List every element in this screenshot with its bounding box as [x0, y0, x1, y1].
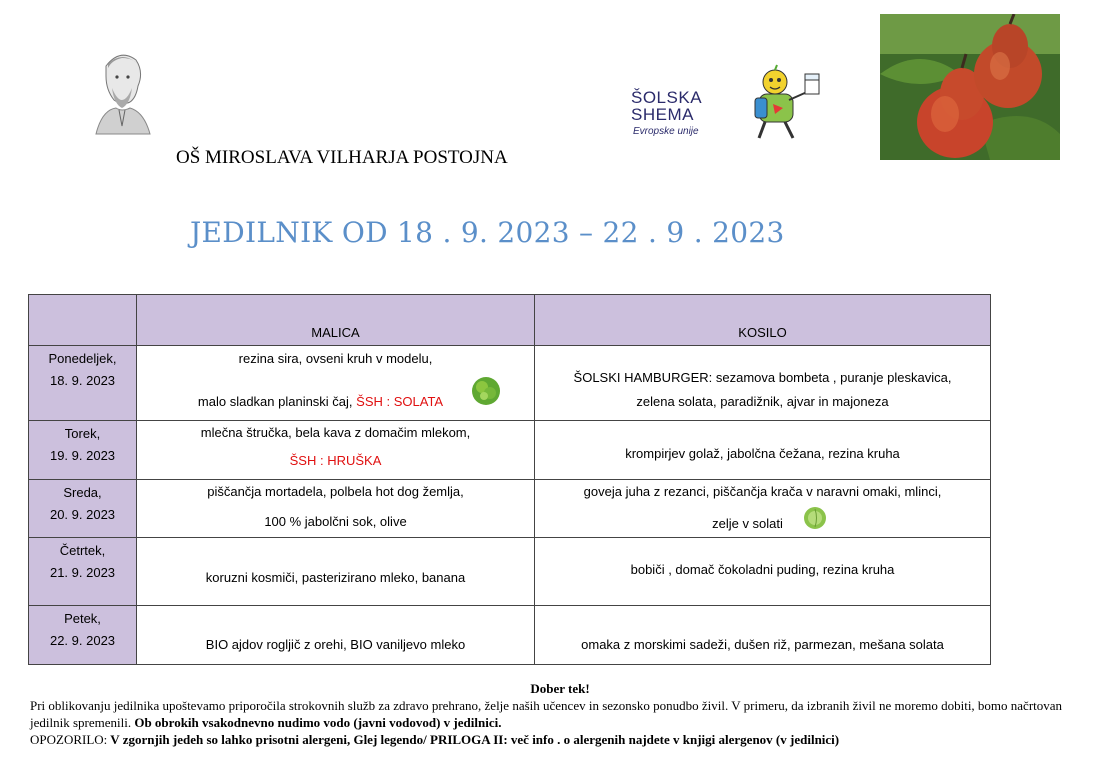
menu-note: [30, 697, 1090, 731]
header-day-cell: [29, 295, 137, 346]
kosilo-cell: [535, 538, 991, 606]
kosilo-cell: [535, 421, 991, 480]
logo-text-line1: ŠOLSKA: [631, 88, 703, 107]
day-name: Torek,: [64, 426, 101, 441]
school-namesake-portrait: [86, 46, 158, 136]
kosilo-cell: [535, 346, 991, 421]
logo-text-line2: SHEMA: [631, 105, 694, 124]
day-name: Četrtek,: [59, 543, 106, 558]
table-row: [29, 606, 991, 665]
malica-cell: [137, 421, 535, 480]
malica-cell: [137, 606, 535, 665]
school-scheme-item: ŠSH : HRUŠKA: [289, 453, 382, 468]
malica-text: piščančja mortadela, polbela hot dog žemlja,: [207, 484, 464, 499]
kosilo-text: bobiči , domač čokoladni puding, rezina kruha: [630, 562, 895, 577]
day-name: Petek,: [64, 611, 101, 626]
day-date: 20. 9. 2023: [49, 507, 116, 522]
day-date: 18. 9. 2023: [49, 373, 116, 388]
kosilo-text: omaka z morskimi sadeži, dušen riž, parmezan, mešana solata: [581, 637, 944, 652]
water-note: Ob obrokih vsakodnevno nudimo vodo (javni vodovod) v jedilnici.: [134, 715, 502, 730]
warning-label: OPOZORILO:: [30, 732, 108, 747]
kosilo-text: zelje v solati: [712, 516, 783, 531]
malica-cell: [137, 346, 535, 421]
day-date: 19. 9. 2023: [49, 448, 116, 463]
lettuce-icon: [471, 376, 501, 406]
logo-text-line3: Evropske unije: [633, 126, 699, 137]
kosilo-cell: [535, 606, 991, 665]
menu-title: JEDILNIK OD 18 . 9. 2023 – 22 . 9 . 2023: [190, 216, 785, 249]
cabbage-icon: [803, 506, 827, 530]
kosilo-text: goveja juha z rezanci, piščančja krača v naravni omaki, mlinci,: [583, 484, 942, 499]
kosilo-text: krompirjev golaž, jabolčna čežana, rezina kruha: [625, 446, 900, 461]
school-scheme-logo: [625, 46, 850, 164]
malica-text: 100 % jabolčni sok, olive: [264, 514, 407, 529]
malica-cell: [137, 538, 535, 606]
kosilo-text: zelena solata, paradižnik, ajvar in majoneza: [636, 394, 889, 409]
table-row: [29, 346, 991, 421]
table-row: [29, 480, 991, 538]
day-cell: [29, 346, 137, 421]
day-date: 21. 9. 2023: [49, 565, 116, 580]
day-cell: [29, 480, 137, 538]
day-cell: [29, 606, 137, 665]
menu-table: [28, 294, 991, 665]
menu-note-text: Pri oblikovanju jedilnika upoštevamo priporočila strokovnih služb za zdravo prehrano, želje naših učencev in sezonsko ponudbo živil. V primeru, da izbranih živil ne moremo dobiti, bomo načrtovan jedilnik spremenili.: [30, 698, 1063, 730]
malica-text: mlečna štručka, bela kava z domačim mlekom,: [200, 425, 471, 440]
day-cell: [29, 421, 137, 480]
apple-mascot-icon: [745, 64, 845, 144]
header-malica: MALICA: [137, 295, 535, 346]
malica-text: koruzni kosmiči, pasterizirano mleko, banana: [205, 570, 466, 585]
kosilo-cell: [535, 480, 991, 538]
warning-text: V zgornjih jedeh so lahko prisotni alergeni, Glej legendo/ PRILOGA II: več info . o alergenih najdete v knjigi alergenov (v jedilnici): [107, 732, 840, 747]
day-cell: [29, 538, 137, 606]
kosilo-text: ŠOLSKI HAMBURGER: sezamova bombeta , puranje pleskavica,: [573, 370, 952, 385]
school-scheme-item: ŠSH : SOLATA: [356, 394, 444, 409]
malica-cell: [137, 480, 535, 538]
malica-text: rezina sira, ovseni kruh v modelu,: [238, 351, 433, 366]
malica-text: malo sladkan planinski čaj,: [197, 394, 357, 409]
footer-notes: [30, 680, 1090, 748]
day-name: Sreda,: [63, 485, 102, 500]
school-name: OŠ MIROSLAVA VILHARJA POSTOJNA: [176, 147, 508, 168]
allergen-warning: [30, 731, 1090, 748]
table-row: [29, 421, 991, 480]
day-name: Ponedeljek,: [48, 351, 117, 366]
table-row: [29, 538, 991, 606]
pear-photo: [880, 14, 1060, 160]
header-kosilo: KOSILO: [535, 295, 991, 346]
malica-text: BIO ajdov rogljič z orehi, BIO vaniljevo mleko: [205, 637, 466, 652]
greeting: Dober tek!: [530, 681, 590, 696]
day-date: 22. 9. 2023: [49, 633, 116, 648]
table-header-row: [29, 295, 991, 346]
